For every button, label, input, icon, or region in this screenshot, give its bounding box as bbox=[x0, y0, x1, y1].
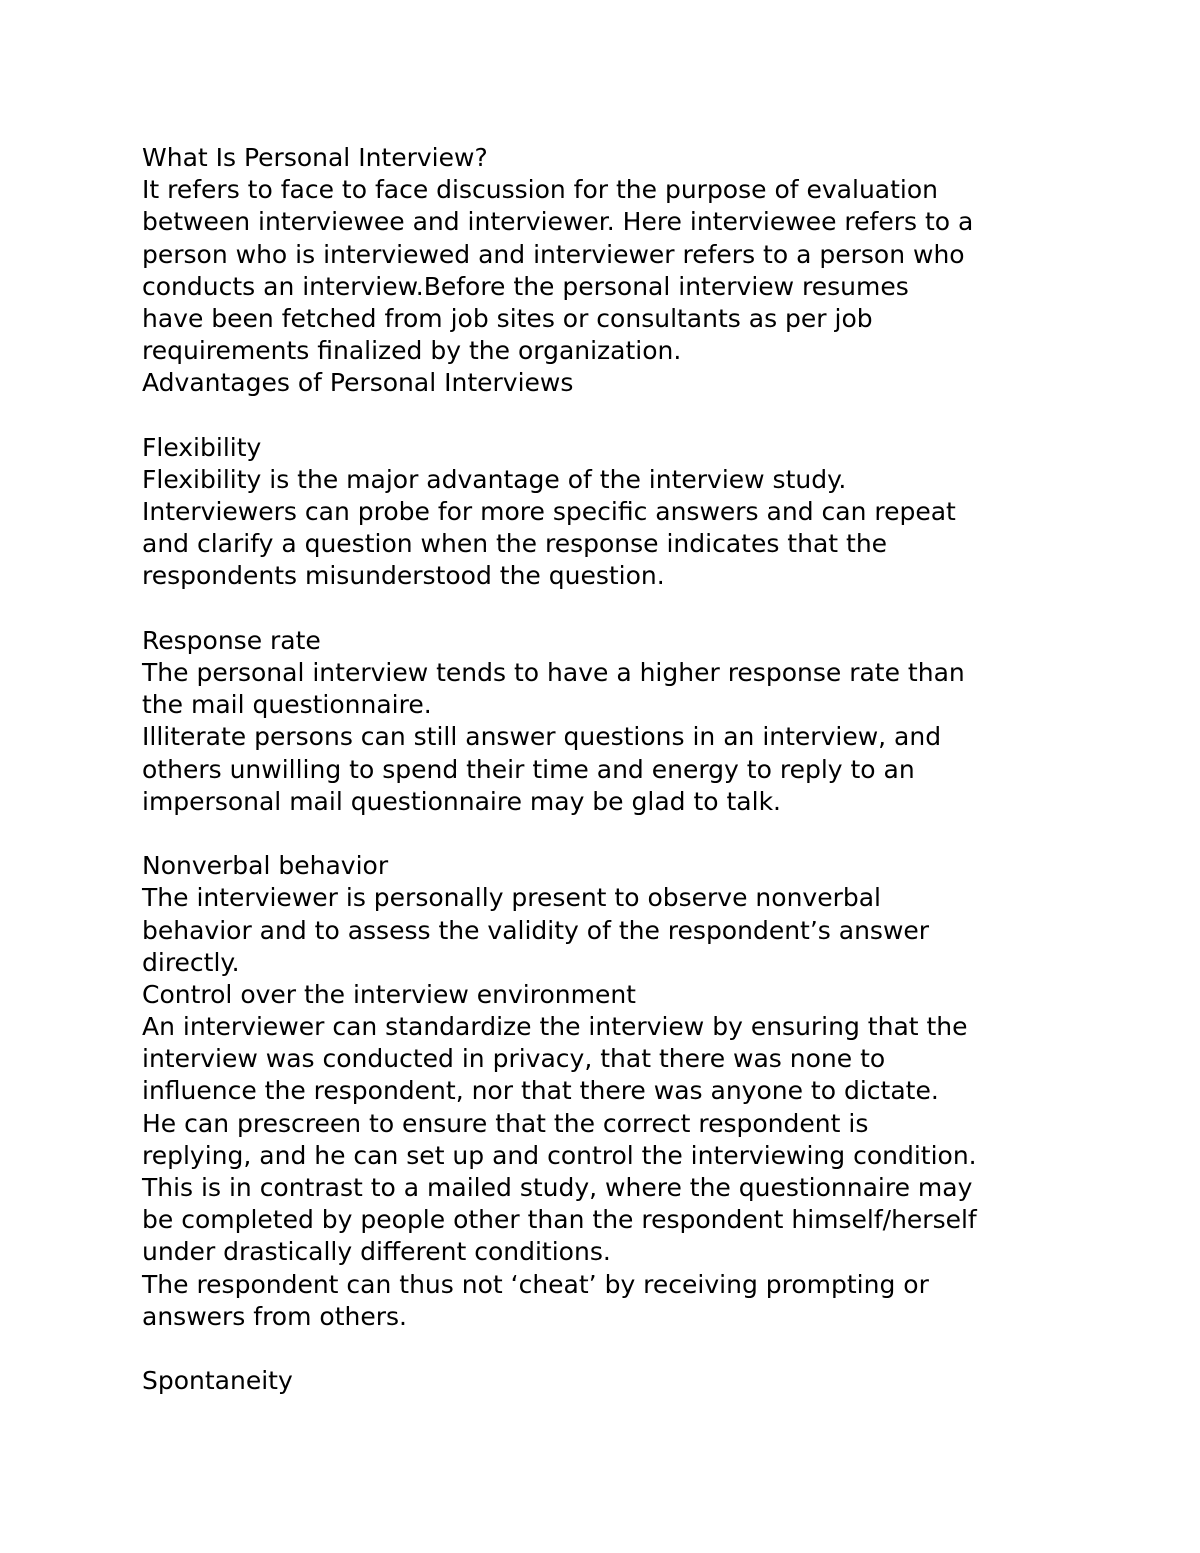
paragraph-line: under drastically different conditions. bbox=[142, 1237, 611, 1267]
paragraph-line: and clarify a question when the response indicates that the bbox=[142, 529, 888, 559]
heading-advantages: Advantages of Personal Interviews bbox=[142, 368, 574, 398]
paragraph-line: directly. bbox=[142, 947, 240, 977]
paragraph-line: replying, and he can set up and control the interviewing condition. bbox=[142, 1140, 977, 1170]
paragraph-line: person who is interviewed and interviewer refers to a person who bbox=[142, 239, 965, 269]
paragraph-line: interview was conducted in privacy, that there was none to bbox=[142, 1044, 886, 1074]
paragraph-line: He can prescreen to ensure that the correct respondent is bbox=[142, 1108, 869, 1138]
paragraph-line: conducts an interview.Before the personal interview resumes bbox=[142, 271, 909, 301]
paragraph-line: impersonal mail questionnaire may be glad to talk. bbox=[142, 786, 781, 816]
document-body bbox=[142, 142, 1082, 1397]
heading-spontaneity: Spontaneity bbox=[142, 1366, 293, 1396]
paragraph-line: Flexibility is the major advantage of the interview study. bbox=[142, 464, 847, 494]
heading-control-over-environment: Control over the interview environment bbox=[142, 979, 636, 1009]
paragraph-line: behavior and to assess the validity of the respondent’s answer bbox=[142, 915, 930, 945]
paragraph-line: The personal interview tends to have a higher response rate than bbox=[142, 658, 965, 687]
heading-nonverbal-behavior: Nonverbal behavior bbox=[142, 851, 389, 881]
heading-response-rate: Response rate bbox=[142, 625, 321, 655]
blank-line bbox=[142, 818, 1082, 850]
paragraph-line: The interviewer is personally present to observe nonverbal bbox=[142, 883, 882, 913]
paragraph-line: This is in contrast to a mailed study, where the questionnaire may bbox=[142, 1173, 973, 1202]
paragraph-line: influence the respondent, nor that there was anyone to dictate. bbox=[142, 1076, 939, 1106]
paragraph-line: Illiterate persons can still answer questions in an interview, and bbox=[142, 722, 942, 752]
heading-flexibility: Flexibility bbox=[142, 432, 262, 462]
paragraph-line: The respondent can thus not ‘cheat’ by receiving prompting or bbox=[142, 1269, 929, 1299]
paragraph-line: be completed by people other than the respondent himself/herself bbox=[142, 1205, 977, 1235]
paragraph-line: requirements finalized by the organization. bbox=[142, 336, 682, 366]
paragraph-line: answers from others. bbox=[142, 1301, 407, 1331]
paragraph-line: have been fetched from job sites or consultants as per job bbox=[142, 303, 873, 333]
paragraph-line: Interviewers can probe for more specific answers and can repeat bbox=[142, 497, 956, 527]
blank-line bbox=[142, 400, 1082, 432]
blank-line bbox=[142, 593, 1082, 625]
paragraph-line: An interviewer can standardize the interview by ensuring that the bbox=[142, 1012, 968, 1042]
paragraph-line: It refers to face to face discussion for the purpose of evaluation bbox=[142, 175, 938, 205]
paragraph-line: others unwilling to spend their time and energy to reply to an bbox=[142, 754, 915, 784]
blank-line bbox=[142, 1333, 1082, 1365]
heading-what-is-personal-interview: What Is Personal Interview? bbox=[142, 143, 488, 172]
paragraph-line: respondents misunderstood the question. bbox=[142, 561, 665, 591]
paragraph-line: the mail questionnaire. bbox=[142, 690, 432, 720]
paragraph-line: between interviewee and interviewer. Here interviewee refers to a bbox=[142, 207, 974, 237]
